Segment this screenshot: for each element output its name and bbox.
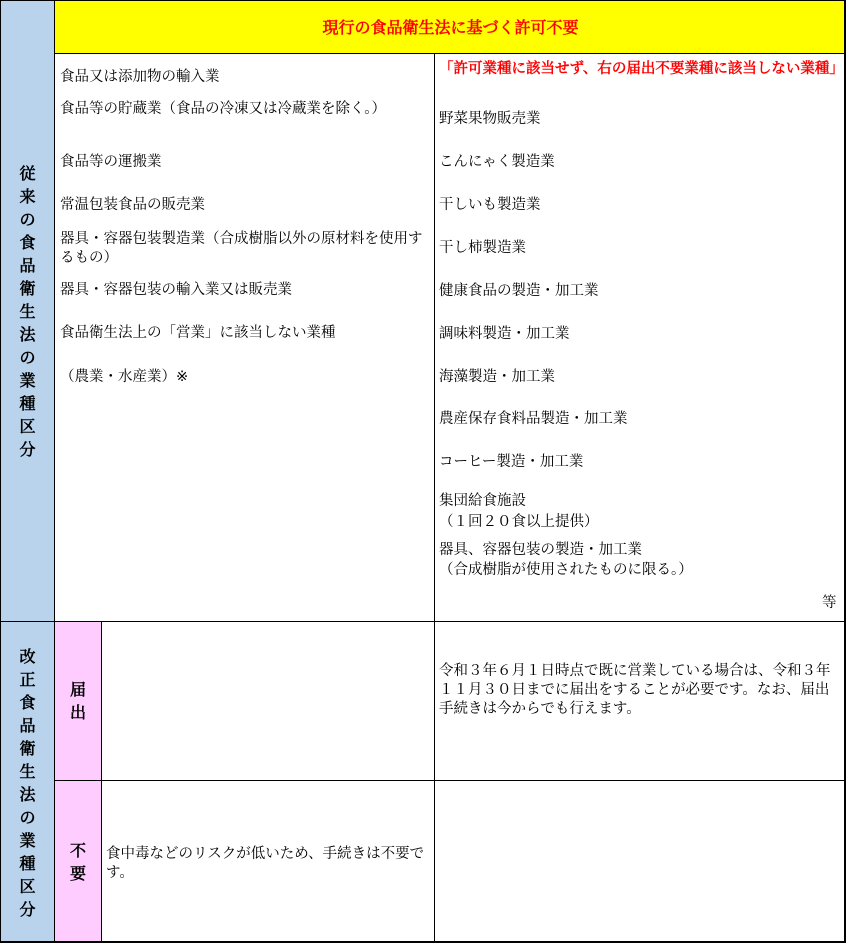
label-char: 改 <box>19 646 36 666</box>
label-char: 業 <box>19 830 36 850</box>
right-note: 「許可業種に該当せず、右の届出不要業種に該当しない業種」 <box>439 61 844 77</box>
label-char: 分 <box>19 439 36 459</box>
list-item: 集団給食施設 <box>439 493 526 509</box>
label-char: の <box>19 347 36 367</box>
border-line <box>55 53 846 54</box>
etc-note: 等 <box>822 595 837 611</box>
label-char: 区 <box>19 876 36 896</box>
label-char: 食 <box>19 692 36 712</box>
notify-label <box>55 622 101 780</box>
label-char: 品 <box>19 255 36 275</box>
label-char: 業 <box>19 370 36 390</box>
list-item: 食品等の貯蔵業（食品の冷凍又は冷蔵業を除く。） <box>60 101 386 117</box>
list-item: コーヒー製造・加工業 <box>439 454 584 470</box>
border-line <box>54 0 55 943</box>
traditional-classification-label <box>0 0 55 622</box>
label-char: 届 <box>69 680 86 699</box>
list-item: 干しいも製造業 <box>439 197 541 213</box>
list-item: 農産保存食料品製造・加工業 <box>439 411 628 427</box>
list-item: 干し柿製造業 <box>439 240 526 256</box>
label-char: 要 <box>69 863 86 883</box>
border-line <box>0 0 846 1</box>
label-char: 生 <box>19 761 36 781</box>
label-char: 食 <box>19 232 36 252</box>
list-item: 器具・容器包装の輸入業又は販売業 <box>60 282 292 298</box>
border-line <box>101 622 102 943</box>
list-item: 海藻製造・加工業 <box>439 369 555 385</box>
label-char: 衛 <box>19 738 36 758</box>
list-item: （農業・水産業）※ <box>60 369 189 385</box>
label-char: 種 <box>19 853 36 873</box>
list-item: 野菜果物販売業 <box>439 111 541 127</box>
border-line <box>0 0 1 943</box>
label-char: 区 <box>19 416 36 436</box>
label-char: 来 <box>19 186 36 206</box>
list-item: 食品衛生法上の「営業」に該当しない業種 <box>60 325 336 341</box>
list-item: 器具・容器包装製造業（合成樹脂以外の原材料を使用するもの） <box>60 231 423 266</box>
list-item: こんにゃく製造業 <box>439 154 555 170</box>
list-item: 調味料製造・加工業 <box>439 326 570 342</box>
label-char: 衛 <box>19 278 36 298</box>
label-char: 分 <box>19 899 36 919</box>
label-char: 品 <box>19 715 36 735</box>
list-item: （１回２０食以上提供） <box>439 514 599 530</box>
label-char: 法 <box>19 784 36 804</box>
label-char: 出 <box>69 703 86 722</box>
not-required-text: 食中毒などのリスクが低いため、手続きは不要です。 <box>106 846 425 881</box>
label-char: の <box>19 807 36 827</box>
label-char: 不 <box>69 840 86 860</box>
label-char: 生 <box>19 301 36 321</box>
not-required-label <box>55 780 101 943</box>
border-line <box>0 621 846 622</box>
header-banner <box>55 0 846 53</box>
label-char: の <box>19 209 36 229</box>
label-char: 従 <box>19 163 36 183</box>
label-char: 法 <box>19 324 36 344</box>
header-title: 現行の食品衛生法に基づく許可不要 <box>322 18 579 37</box>
label-char: 正 <box>19 669 36 689</box>
list-item: 常温包装食品の販売業 <box>60 197 205 213</box>
list-item: 器具、容器包装の製造・加工業 <box>439 542 642 558</box>
notify-text: 令和３年６月１日時点で既に営業している場合は、令和３年１１月３０日までに届出をすることが必要です。なお、届出手続きは今からでも行えます。 <box>439 663 831 717</box>
revised-classification-label <box>0 622 55 943</box>
list-item: 健康食品の製造・加工業 <box>439 283 599 299</box>
border-line <box>55 780 846 781</box>
list-item: 食品又は添加物の輸入業 <box>60 69 220 85</box>
list-item: 食品等の運搬業 <box>60 154 162 170</box>
border-line <box>434 53 435 943</box>
label-char: 種 <box>19 393 36 413</box>
list-item: （合成樹脂が使用されたものに限る。） <box>439 562 693 578</box>
